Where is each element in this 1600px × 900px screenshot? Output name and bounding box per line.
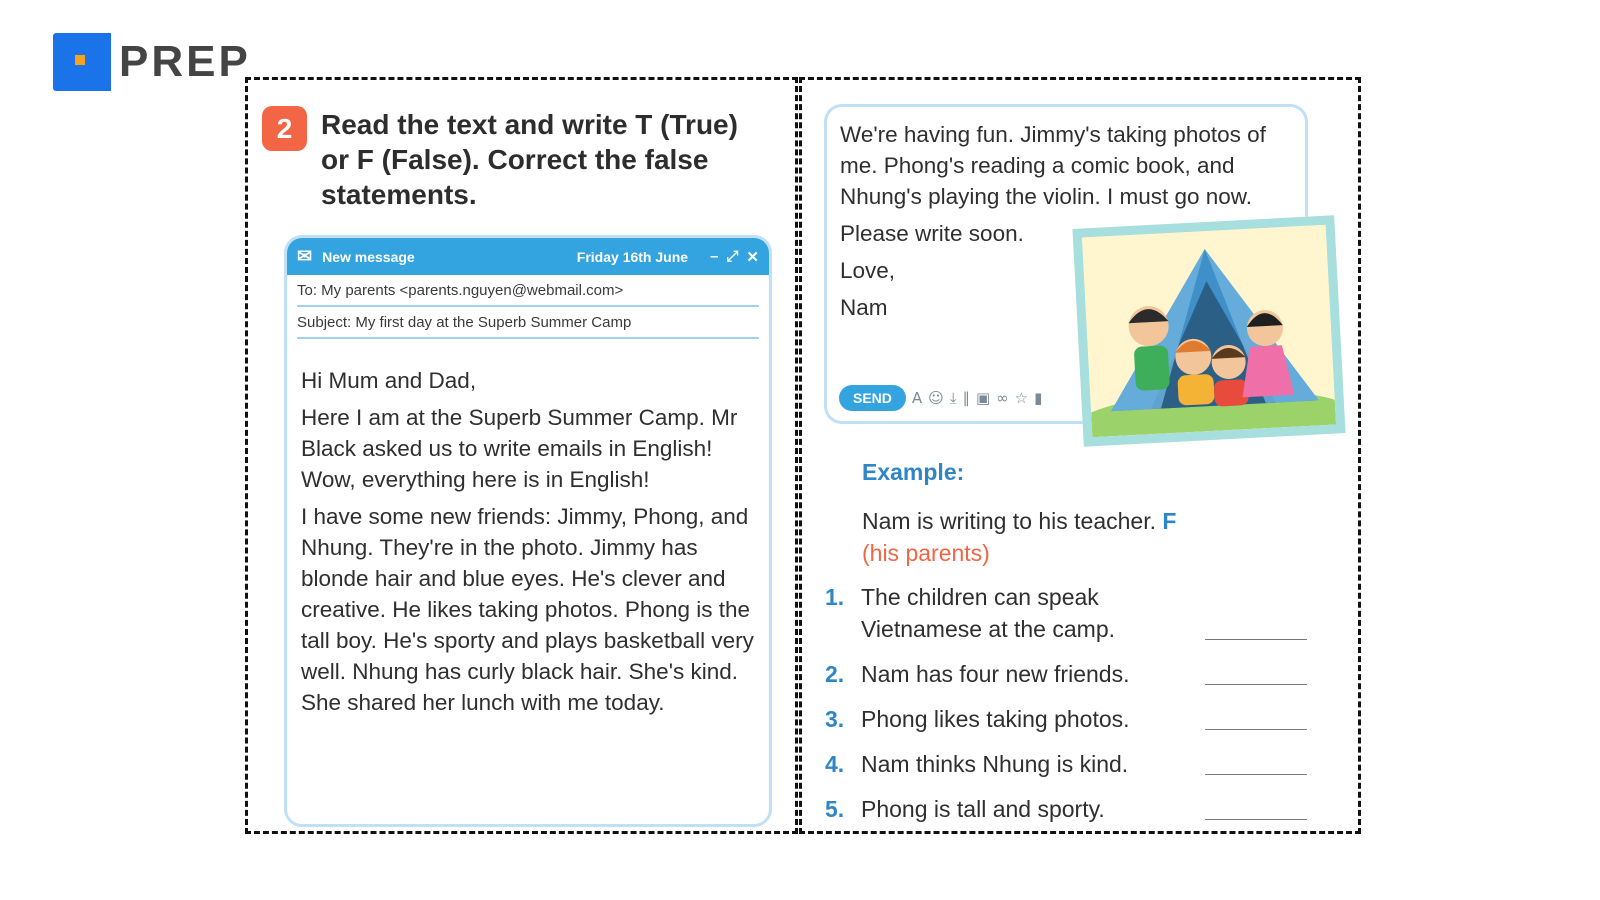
compose-toolbar [839, 385, 1042, 411]
question-item [825, 658, 1181, 690]
task-instruction: Read the text and write T (True) or F (False). Correct the false statements. [321, 109, 738, 210]
task-number-badge: 2 [262, 106, 307, 151]
example-label: Example: [862, 459, 965, 485]
email-header-date: Friday 16th June [576, 248, 689, 265]
emoji-icon[interactable]: ☺ [928, 389, 944, 407]
children-tent-photo [1072, 215, 1345, 446]
image-icon[interactable]: ▣ [975, 389, 991, 407]
answer-blank-1[interactable] [1205, 639, 1307, 640]
email-body [287, 339, 769, 718]
question-item [825, 703, 1181, 735]
email-header-title: New message [322, 248, 415, 265]
example-answer: F [1162, 508, 1177, 534]
logo-text: PREP [119, 37, 251, 86]
answer-blank-5[interactable] [1205, 819, 1307, 820]
email-to-field: To: My parents <parents.nguyen@webmail.com> [297, 275, 759, 307]
envelope-icon: ✉ [297, 246, 313, 266]
answer-blank-3[interactable] [1205, 729, 1307, 730]
email-card [284, 235, 772, 827]
question-text: Nam thinks Nhung is kind. [861, 751, 1129, 777]
question-text: Phong is tall and sporty. [861, 796, 1105, 822]
question-text: Nam has four new friends. [861, 661, 1130, 687]
prep-logo-mark-icon [53, 33, 111, 91]
letter-paragraph: Nam [840, 295, 888, 320]
email-subject-field: Subject: My first day at the Superb Summer Camp [297, 307, 759, 339]
email-paragraph: Here I am at the Superb Summer Camp. Mr Black asked us to write emails in English! Wow, everything here is in English! [301, 405, 738, 492]
answer-blank-2[interactable] [1205, 684, 1307, 685]
text-format-icon[interactable]: A [911, 389, 923, 407]
send-button[interactable]: SEND [839, 385, 906, 411]
example-correction: (his parents) [862, 540, 990, 566]
question-number: 3. [825, 706, 845, 732]
minimize-icon[interactable]: – [710, 248, 719, 265]
question-number: 4. [825, 751, 845, 777]
example-statement: Nam is writing to his teacher. [862, 508, 1157, 534]
attach-icon[interactable]: ∥ [962, 389, 970, 407]
link-icon[interactable]: ∞ [996, 389, 1009, 407]
answer-blank-4[interactable] [1205, 774, 1307, 775]
trash-icon[interactable]: ▮ [1034, 389, 1043, 407]
close-icon[interactable]: ✕ [746, 248, 759, 266]
question-item [825, 793, 1181, 825]
email-paragraph: I have some new friends: Jimmy, Phong, and Nhung. They're in the photo. Jimmy has blonde hair and blue eyes. He's clever and creative. He likes taking photos. Phong is the tall boy. He's sporty and plays basketball very well. Nhung has curly black hair. She's kind. She shared her lunch with me today. [301, 504, 754, 715]
question-item [825, 581, 1151, 645]
download-icon[interactable]: ⤓ [949, 389, 957, 407]
email-header-bar [287, 238, 769, 275]
star-icon[interactable]: ☆ [1014, 389, 1029, 407]
question-text: The children can speak Vietnamese at the camp. [861, 584, 1115, 642]
question-number: 1. [825, 584, 845, 610]
letter-paragraph: We're having fun. Jimmy's taking photos of me. Phong's reading a comic book, and Nhung's playing the violin. I must go now. [840, 122, 1266, 209]
letter-paragraph: Love, [840, 258, 896, 283]
question-item [825, 748, 1181, 780]
expand-icon[interactable]: ⤢ [726, 248, 739, 265]
question-number: 5. [825, 796, 845, 822]
email-paragraph: Hi Mum and Dad, [301, 368, 477, 393]
letter-paragraph: Please write soon. [840, 221, 1024, 246]
prep-logo [53, 33, 251, 91]
example-item [862, 505, 1282, 569]
question-text: Phong likes taking photos. [861, 706, 1130, 732]
question-number: 2. [825, 661, 845, 687]
